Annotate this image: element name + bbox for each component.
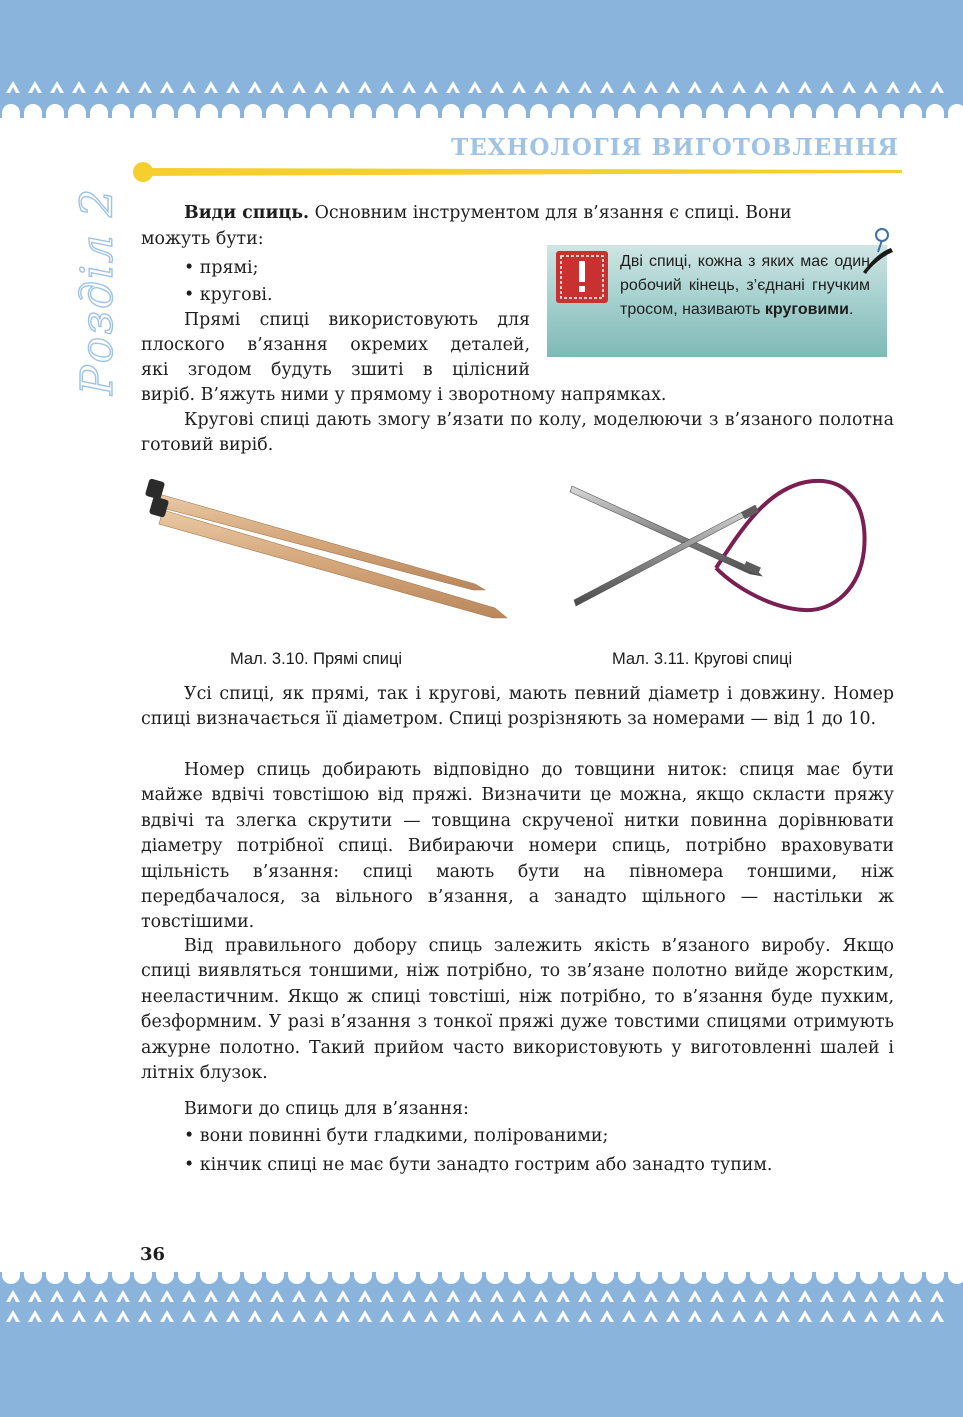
ornament-chevron xyxy=(644,1290,658,1302)
bottom-decorative-band xyxy=(0,1272,963,1417)
straight-needles-figure xyxy=(145,472,515,632)
ornament-chevron xyxy=(666,1290,680,1302)
ornament-scallop xyxy=(794,1272,812,1284)
ornament-scallop xyxy=(46,104,64,118)
section-side-label: Розділ 2 xyxy=(72,186,123,395)
ornament-scallop xyxy=(68,1272,86,1284)
ornament-scallop xyxy=(2,104,20,118)
ornament-chevron xyxy=(468,1310,482,1322)
ornament-chevron xyxy=(28,1290,42,1302)
ornament-chevron xyxy=(886,81,900,93)
ornament-chevron xyxy=(534,1310,548,1322)
ornament-scallop xyxy=(332,1272,350,1284)
ornament-chevron xyxy=(776,81,790,93)
ornament-chevron xyxy=(182,1290,196,1302)
notice-text-bold: круговими xyxy=(764,301,849,318)
ornament-scallop xyxy=(794,104,812,118)
ornament-chevron xyxy=(270,81,284,93)
ornament-chevron xyxy=(710,81,724,93)
ornament-scallop xyxy=(24,1272,42,1284)
ornament-chevron xyxy=(600,81,614,93)
ornament-chevron xyxy=(248,1290,262,1302)
ornament-scallop xyxy=(398,1272,416,1284)
ornament-chevron xyxy=(930,81,944,93)
ornament-chevron xyxy=(336,1290,350,1302)
ornament-chevron xyxy=(578,1290,592,1302)
ornament-chevron xyxy=(732,81,746,93)
ornament-scallop xyxy=(816,1272,834,1284)
ornament-chevron xyxy=(292,1310,306,1322)
ornament-chevron xyxy=(6,1290,20,1302)
ornament-scallop xyxy=(816,104,834,118)
ornament-chevron xyxy=(864,81,878,93)
ornament-scallop xyxy=(266,104,284,118)
cable xyxy=(716,481,865,610)
ornament-scallop xyxy=(112,1272,130,1284)
ornament-chevron xyxy=(820,1290,834,1302)
ornament-chevron xyxy=(886,1310,900,1322)
ornament-chevron xyxy=(160,1290,174,1302)
ornament-scallop xyxy=(684,1272,702,1284)
ornament-chevron xyxy=(732,1290,746,1302)
ornament-chevron xyxy=(534,1290,548,1302)
ornament-chevron xyxy=(666,1310,680,1322)
ornament-chevron xyxy=(336,81,350,93)
figure-caption-circular: Мал. 3.11. Кругові спиці xyxy=(612,650,793,668)
pin-icon xyxy=(857,226,897,276)
ornament-scallop xyxy=(530,1272,548,1284)
ornament-scallop xyxy=(112,104,130,118)
ornament-chevron xyxy=(402,1310,416,1322)
ornament-chevron xyxy=(138,1290,152,1302)
ornament-scallop xyxy=(420,1272,438,1284)
ornament-scallop xyxy=(354,1272,372,1284)
ornament-scallop xyxy=(464,1272,482,1284)
ornament-chevron xyxy=(776,1290,790,1302)
ornament-chevron xyxy=(556,1290,570,1302)
requirement-smooth: • вони повинні бути гладкими, полірованими; xyxy=(184,1126,609,1146)
ornament-chevron xyxy=(490,81,504,93)
ornament-scallop xyxy=(90,104,108,118)
ornament-scallop xyxy=(178,104,196,118)
ornament-chevron xyxy=(50,1290,64,1302)
ornament-scallop xyxy=(860,104,878,118)
ornament-scallop xyxy=(288,104,306,118)
ornament-scallop xyxy=(442,104,460,118)
notice-text-end: . xyxy=(848,301,854,318)
ornament-scallop xyxy=(244,1272,262,1284)
ornament-scallop xyxy=(904,1272,922,1284)
ornament-scallop xyxy=(486,104,504,118)
ornament-scallop xyxy=(860,1272,878,1284)
ornament-chevron xyxy=(94,1310,108,1322)
ornament-chevron xyxy=(358,1310,372,1322)
ornament-chevron xyxy=(182,81,196,93)
ornament-scallop xyxy=(948,104,963,118)
ornament-scallop xyxy=(618,104,636,118)
ornament-chevron xyxy=(776,1310,790,1322)
accent-bar xyxy=(142,168,902,176)
straight-needles-line1: Прямі спиці використовують для xyxy=(184,310,530,330)
metal-needle-1 xyxy=(570,486,762,576)
ornament-chevron xyxy=(644,1310,658,1322)
ornament-chevron xyxy=(72,1290,86,1302)
ornament-scallop xyxy=(662,1272,680,1284)
ornament-chevron xyxy=(644,81,658,93)
ornament-chevron xyxy=(6,81,20,93)
ornament-scallop xyxy=(310,104,328,118)
ornament-scallop xyxy=(618,1272,636,1284)
ornament-chevron xyxy=(864,1290,878,1302)
ornament-chevron xyxy=(820,81,834,93)
ornament-chevron xyxy=(314,1290,328,1302)
ornament-chevron xyxy=(446,81,460,93)
ornament-scallop xyxy=(596,1272,614,1284)
ornament-scallop xyxy=(574,104,592,118)
ornament-chevron xyxy=(468,1290,482,1302)
straight-needles-line2: плоского в’язання окремих деталей, xyxy=(141,335,530,355)
ornament-chevron xyxy=(798,1310,812,1322)
ornament-chevron xyxy=(270,1290,284,1302)
ornament-chevron xyxy=(798,1290,812,1302)
ornament-chevron xyxy=(512,81,526,93)
ornament-scallop xyxy=(68,104,86,118)
section-title: ТЕХНОЛОГІЯ ВИГОТОВЛЕННЯ xyxy=(451,134,899,161)
ornament-chevron xyxy=(6,1310,20,1322)
ornament-chevron xyxy=(204,1310,218,1322)
ornament-chevron xyxy=(314,81,328,93)
ornament-scallop xyxy=(574,1272,592,1284)
ornament-chevron xyxy=(424,1310,438,1322)
ornament-chevron xyxy=(248,1310,262,1322)
ornament-chevron xyxy=(732,1310,746,1322)
ornament-scallop xyxy=(706,1272,724,1284)
ornament-scallop xyxy=(398,104,416,118)
ornament-chevron xyxy=(72,81,86,93)
ornament-chevron xyxy=(446,1310,460,1322)
ornament-chevron xyxy=(842,81,856,93)
paragraph-diameter: Усі спиці, як прямі, так і кругові, мають певний діаметр і довжину. Номер спиці визначається її діаметром. Спиці розрізняють за номерами — від 1 до 10. xyxy=(141,684,894,730)
ornament-chevron xyxy=(754,81,768,93)
header-accent-line xyxy=(132,161,902,185)
ornament-chevron xyxy=(622,1290,636,1302)
ornament-chevron xyxy=(358,1290,372,1302)
bottom-ornament xyxy=(0,1272,963,1417)
ornament-scallop xyxy=(376,1272,394,1284)
ornament-chevron xyxy=(622,1310,636,1322)
ornament-scallop xyxy=(926,1272,944,1284)
ornament-chevron xyxy=(666,81,680,93)
ornament-scallop xyxy=(244,104,262,118)
requirements-title: Вимоги до спиць для в’язання: xyxy=(184,1099,469,1119)
bullet-circular: • кругові. xyxy=(184,285,273,305)
ornament-chevron xyxy=(402,1290,416,1302)
straight-needles-line4: виріб. В’яжуть ними у прямому і зворотному напрямках. xyxy=(141,385,667,405)
ornament-chevron xyxy=(688,81,702,93)
ornament-chevron xyxy=(226,81,240,93)
ornament-chevron xyxy=(490,1310,504,1322)
ornament-chevron xyxy=(512,1310,526,1322)
paragraph-needle-types-line1 xyxy=(141,201,894,226)
ornament-chevron xyxy=(468,81,482,93)
ornament-chevron xyxy=(688,1290,702,1302)
ornament-scallop xyxy=(640,1272,658,1284)
ornament-chevron xyxy=(710,1310,724,1322)
ornament-scallop xyxy=(134,1272,152,1284)
ornament-scallop xyxy=(200,1272,218,1284)
ornament-chevron xyxy=(908,1310,922,1322)
ornament-chevron xyxy=(512,1290,526,1302)
top-ornament xyxy=(0,0,963,118)
notice-text xyxy=(620,250,870,322)
ornament-scallop xyxy=(266,1272,284,1284)
ornament-chevron xyxy=(226,1290,240,1302)
ornament-scallop xyxy=(552,1272,570,1284)
ornament-chevron xyxy=(600,1290,614,1302)
needle-types-intro: Основним інструментом для в’язання є спиці. Вони xyxy=(309,203,792,223)
notice-text-main: Дві спиці, кожна з яких має один робочий кінець, з’єднані гнучким тросом, називають xyxy=(620,253,870,318)
ornament-chevron xyxy=(578,81,592,93)
ornament-scallop xyxy=(640,104,658,118)
ornament-scallop xyxy=(662,104,680,118)
ornament-chevron xyxy=(336,1310,350,1322)
notice-box xyxy=(547,245,887,357)
ornament-chevron xyxy=(380,1310,394,1322)
ornament-chevron xyxy=(820,1310,834,1322)
ornament-scallop xyxy=(750,1272,768,1284)
ornament-scallop xyxy=(24,104,42,118)
ornament-chevron xyxy=(908,81,922,93)
ornament-scallop xyxy=(772,104,790,118)
paragraph-quality: Від правильного добору спиць залежить якість в’язаного виробу. Якщо спиці виявляться тоншими, ніж потрібно, то зв’язане полотно вийде жорстким, нееластичним. Якщо ж спиці товстіші, ніж потрібно, то в’язання буде пухким, безформним. У разі в’язання з тонкої пряжі дуже товстими спицями отримують ажурне полотно. Такий прийом часто використовують у виготовленні шалей і літніх блузок. xyxy=(141,936,894,1084)
ornament-chevron xyxy=(28,1310,42,1322)
ornament-scallop xyxy=(420,104,438,118)
ornament-scallop xyxy=(552,104,570,118)
paragraph-needle-types-line2: можуть бути: xyxy=(141,229,264,249)
ornament-chevron xyxy=(226,1310,240,1322)
ornament-scallop xyxy=(134,104,152,118)
ornament-scallop xyxy=(310,1272,328,1284)
ornament-scallop xyxy=(90,1272,108,1284)
ornament-scallop xyxy=(46,1272,64,1284)
ornament-chevron xyxy=(556,81,570,93)
ornament-scallop xyxy=(222,1272,240,1284)
ornament-chevron xyxy=(138,1310,152,1322)
ornament-chevron xyxy=(754,1290,768,1302)
ornament-scallop xyxy=(684,104,702,118)
bullet-straight: • прямі; xyxy=(184,258,259,278)
ornament-chevron xyxy=(160,81,174,93)
ornament-scallop xyxy=(442,1272,460,1284)
ornament-chevron xyxy=(490,1290,504,1302)
paragraph-circular-needles: Кругові спиці дають змогу в’язати по колу, моделюючи з в’язаного полотна готовий виріб. xyxy=(141,410,894,456)
ornament-scallop xyxy=(486,1272,504,1284)
ornament-scallop xyxy=(178,1272,196,1284)
ornament-scallop xyxy=(596,104,614,118)
ornament-chevron xyxy=(138,81,152,93)
ornament-chevron xyxy=(688,1310,702,1322)
needle-types-heading: Види спиць. xyxy=(184,203,310,223)
ornament-chevron xyxy=(204,81,218,93)
ornament-chevron xyxy=(204,1290,218,1302)
ornament-scallop xyxy=(530,104,548,118)
ornament-scallop xyxy=(222,104,240,118)
ornament-scallop xyxy=(288,1272,306,1284)
ornament-chevron xyxy=(424,81,438,93)
ornament-chevron xyxy=(930,1290,944,1302)
ornament-scallop xyxy=(508,1272,526,1284)
requirement-tip: • кінчик спиці не має бути занадто гострим або занадто тупим. xyxy=(184,1155,773,1175)
ornament-scallop xyxy=(948,1272,963,1284)
ornament-scallop xyxy=(200,104,218,118)
ornament-chevron xyxy=(842,1310,856,1322)
ornament-chevron xyxy=(72,1310,86,1322)
ornament-chevron xyxy=(116,81,130,93)
ornament-chevron xyxy=(380,81,394,93)
figure-caption-straight: Мал. 3.10. Прямі спиці xyxy=(230,650,403,668)
ornament-chevron xyxy=(908,1290,922,1302)
ornament-scallop xyxy=(728,1272,746,1284)
ornament-chevron xyxy=(886,1290,900,1302)
ornament-chevron xyxy=(710,1290,724,1302)
ornament-chevron xyxy=(182,1310,196,1322)
ornament-scallop xyxy=(354,104,372,118)
ornament-scallop xyxy=(772,1272,790,1284)
circular-needles-figure xyxy=(566,470,876,620)
ornament-scallop xyxy=(332,104,350,118)
ornament-scallop xyxy=(508,104,526,118)
exclamation-icon xyxy=(556,251,608,303)
metal-needle-2 xyxy=(574,506,756,606)
page-number: 36 xyxy=(140,1244,166,1265)
ornament-scallop xyxy=(2,1272,20,1284)
ornament-chevron xyxy=(50,1310,64,1322)
ornament-chevron xyxy=(160,1310,174,1322)
ornament-scallop xyxy=(728,104,746,118)
ornament-chevron xyxy=(28,81,42,93)
ornament-chevron xyxy=(116,1290,130,1302)
paragraph-choose-size: Номер спиць добирають відповідно до товщини ниток: спиця має бути майже вдвічі товстішою від пряжі. Визначити це можна, якщо скласти пряжу вдвічі та злегка скрутити — товщина скрученої нитки повинна дорівнювати діаметру потрібної спиці. Вибираючи номери спиць, потрібно враховувати щільність в’язання: спиці мають бути на півномера тоншими, ніж передбачалося, за вільного в’язання, а занадто щільного — настільки ж товстішими. xyxy=(141,760,894,933)
ornament-chevron xyxy=(578,1310,592,1322)
ornament-chevron xyxy=(292,1290,306,1302)
ornament-chevron xyxy=(600,1310,614,1322)
ornament-chevron xyxy=(534,81,548,93)
ornament-scallop xyxy=(750,104,768,118)
ornament-chevron xyxy=(50,81,64,93)
ornament-scallop xyxy=(926,104,944,118)
ornament-chevron xyxy=(94,1290,108,1302)
ornament-scallop xyxy=(904,104,922,118)
ornament-chevron xyxy=(864,1310,878,1322)
ornament-chevron xyxy=(446,1290,460,1302)
ornament-scallop xyxy=(882,104,900,118)
straight-needles-line3: які згодом будуть зшиті в цілісний xyxy=(141,360,530,380)
ornament-chevron xyxy=(380,1290,394,1302)
ornament-chevron xyxy=(402,81,416,93)
ornament-scallop xyxy=(464,104,482,118)
ornament-scallop xyxy=(156,1272,174,1284)
ornament-chevron xyxy=(94,81,108,93)
ornament-scallop xyxy=(882,1272,900,1284)
ornament-chevron xyxy=(314,1310,328,1322)
ornament-scallop xyxy=(706,104,724,118)
ornament-chevron xyxy=(292,81,306,93)
ornament-scallop xyxy=(838,104,856,118)
ornament-chevron xyxy=(270,1310,284,1322)
ornament-scallop xyxy=(156,104,174,118)
ornament-chevron xyxy=(358,81,372,93)
ornament-chevron xyxy=(798,81,812,93)
ornament-scallop xyxy=(838,1272,856,1284)
ornament-chevron xyxy=(248,81,262,93)
ornament-chevron xyxy=(622,81,636,93)
ornament-chevron xyxy=(424,1290,438,1302)
ornament-scallop xyxy=(376,104,394,118)
ornament-chevron xyxy=(754,1310,768,1322)
top-decorative-band xyxy=(0,0,963,118)
ornament-chevron xyxy=(116,1310,130,1322)
ornament-chevron xyxy=(556,1310,570,1322)
ornament-chevron xyxy=(930,1310,944,1322)
ornament-chevron xyxy=(842,1290,856,1302)
